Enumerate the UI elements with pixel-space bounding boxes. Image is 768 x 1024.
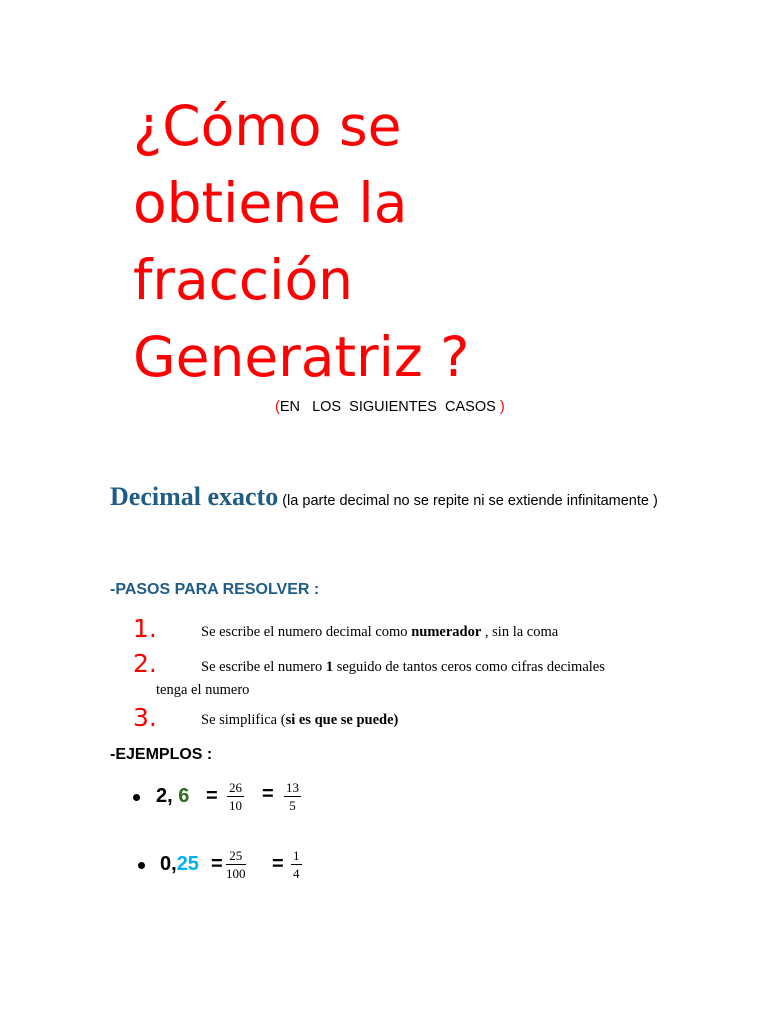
subtitle-open-paren: (: [275, 399, 280, 415]
example-1-decimal: [156, 785, 189, 808]
step-text-2: [201, 659, 605, 676]
example-1-fraction-2: [284, 780, 301, 813]
example-2-fraction-2: [291, 848, 302, 881]
section-decimal-exacto: [110, 482, 670, 512]
step-2-bold: 1: [325, 659, 334, 675]
example-2-integer-part: 0,: [160, 853, 177, 875]
example-2-equals-1: =: [211, 853, 223, 875]
steps-heading: -PASOS PARA RESOLVER :: [110, 581, 320, 598]
example-1-fraction-1-denominator: 10: [229, 798, 242, 813]
step-1-pre: Se escribe el numero decimal como: [201, 624, 412, 640]
examples-heading: -EJEMPLOS :: [110, 746, 213, 763]
example-2-fraction-2-numerator: 1: [293, 848, 300, 863]
example-1-fraction-1-numerator: 26: [229, 780, 242, 795]
example-2-fraction-1: [226, 848, 246, 881]
subtitle-close-paren: ): [499, 399, 505, 415]
example-1-fraction-2-numerator: 13: [286, 780, 299, 795]
bullet-icon: [138, 862, 145, 869]
step-number-2: 2.: [133, 649, 157, 678]
section-heading: Decimal exacto: [110, 482, 279, 511]
example-2-fraction-1-numerator: 25: [226, 848, 246, 865]
example-1-integer-part: 2,: [156, 785, 179, 807]
example-2-fraction-1-denominator: 100: [226, 866, 246, 881]
step-text-2-continuation: tenga el numero: [156, 682, 250, 698]
example-1-fraction-2-denominator: 5: [289, 798, 296, 813]
example-1-decimal-part: 6: [178, 785, 190, 807]
example-2-decimal: [160, 853, 199, 876]
page-title: ¿Cómo se obtiene la fracción Generatriz ?: [133, 94, 470, 389]
step-2-post: seguido de tantos ceros como cifras decimales: [333, 659, 605, 675]
step-2-pre: Se escribe el numero: [201, 659, 326, 675]
section-note: (la parte decimal no se repite ni se extiende infinitamente ): [278, 493, 658, 509]
example-2-fraction-2-denominator: 4: [293, 866, 300, 881]
step-1-post: , sin la coma: [481, 624, 559, 640]
step-text-3: [201, 712, 398, 729]
step-number-1: 1.: [133, 614, 157, 643]
step-number-3: 3.: [133, 703, 157, 732]
step-3-pre: Se simplifica (: [201, 712, 286, 728]
step-1-bold: numerador: [411, 624, 482, 640]
example-2-equals-2: =: [272, 853, 284, 875]
example-1-equals-1: =: [206, 785, 218, 807]
example-2-decimal-part: 25: [176, 853, 199, 875]
step-text-1: [201, 624, 558, 641]
example-1-fraction-1: [227, 780, 244, 813]
bullet-icon: [133, 794, 140, 801]
subtitle-text: EN LOS SIGUIENTES CASOS: [279, 399, 500, 415]
step-3-bold: si es que se puede): [285, 712, 399, 728]
subtitle: [275, 399, 505, 415]
example-1-equals-2: =: [262, 783, 274, 805]
